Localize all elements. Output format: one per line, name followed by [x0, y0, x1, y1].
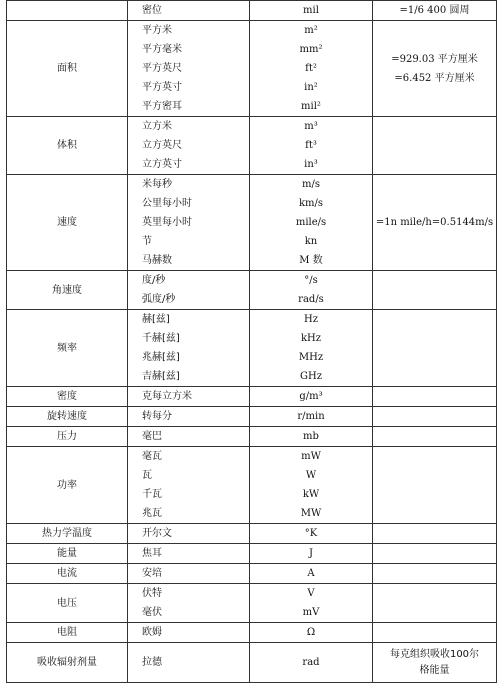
unit-name: 平方英尺	[142, 63, 182, 74]
note-cell	[373, 387, 497, 407]
unit-name: 伏特	[142, 588, 162, 599]
note-cell	[373, 1, 497, 21]
unit-name: 节	[142, 236, 152, 247]
unit-name-cell	[128, 407, 250, 427]
unit-name: 转每分	[142, 411, 172, 422]
category-cell: 体积	[7, 117, 128, 175]
unit-symbol-cell	[250, 117, 373, 175]
table-row	[7, 310, 497, 387]
unit-symbol: ft²	[305, 63, 317, 74]
table-row	[7, 544, 497, 564]
unit-symbol: W	[305, 470, 317, 481]
note-text: =929.03 平方厘米	[391, 53, 478, 65]
unit-name: 平方毫米	[142, 44, 182, 55]
units-table	[6, 0, 497, 683]
unit-symbol: m²	[304, 25, 318, 36]
unit-symbol: g/m³	[299, 391, 323, 402]
unit-name-cell	[128, 584, 250, 623]
unit-name: 立方英尺	[142, 140, 182, 151]
unit-name: 毫巴	[142, 431, 162, 442]
table-row	[7, 1, 497, 21]
unit-symbol: Hz	[304, 314, 318, 325]
unit-symbol: A	[307, 568, 315, 579]
unit-symbol: ft³	[305, 140, 317, 151]
unit-symbol: mil²	[301, 101, 321, 112]
category-cell: 电阻	[7, 623, 128, 643]
unit-name-cell	[128, 564, 250, 584]
unit-name: 英里每小时	[142, 217, 192, 228]
unit-name: 安培	[142, 568, 162, 579]
category-cell: 电流	[7, 564, 128, 584]
unit-symbol: MW	[300, 508, 322, 519]
unit-symbol: °/s	[304, 275, 318, 286]
category-cell: 压力	[7, 427, 128, 447]
unit-name: 毫伏	[142, 607, 162, 618]
unit-symbol-cell	[250, 524, 373, 544]
table-row	[7, 524, 497, 544]
unit-symbol-cell	[250, 447, 373, 524]
unit-symbol: rad/s	[298, 294, 324, 305]
unit-name-cell	[128, 643, 250, 683]
note-text: =6.452 平方厘米	[394, 72, 475, 84]
note-cell	[373, 310, 497, 387]
unit-name: 吉赫[兹]	[142, 371, 180, 382]
unit-symbol: Ω	[306, 627, 316, 638]
table-row	[7, 447, 497, 524]
category-cell: 旋转速度	[7, 407, 128, 427]
unit-symbol: kn	[304, 236, 318, 247]
note-cell	[373, 564, 497, 584]
unit-name: 瓦	[142, 470, 152, 481]
unit-name: 克每立方米	[142, 391, 192, 402]
unit-name-cell	[128, 447, 250, 524]
unit-symbol-cell	[250, 584, 373, 623]
unit-symbol: in³	[304, 159, 318, 170]
unit-name: 拉德	[142, 657, 162, 668]
category-cell: 密度	[7, 387, 128, 407]
unit-name: 马赫数	[142, 255, 172, 266]
unit-symbol: mil	[303, 5, 319, 16]
unit-symbol: m/s	[302, 179, 320, 190]
unit-symbol: MHz	[298, 352, 324, 363]
note-text: 每克组织吸收100尔格能量	[389, 648, 480, 676]
note-text: =1n mile/h=0.5144m/s	[375, 217, 494, 228]
note-cell	[373, 447, 497, 524]
unit-symbol-cell	[250, 427, 373, 447]
unit-name: 平方米	[142, 25, 172, 36]
unit-name: 千赫[兹]	[142, 333, 180, 344]
unit-symbol-cell	[250, 544, 373, 564]
unit-name: 千瓦	[142, 489, 162, 500]
unit-name: 弧度/秒	[142, 294, 176, 305]
unit-name: 度/秒	[142, 275, 166, 286]
table-row	[7, 271, 497, 310]
unit-name-cell	[128, 271, 250, 310]
table-row	[7, 584, 497, 623]
unit-name: 密位	[142, 5, 162, 16]
unit-symbol-cell	[250, 271, 373, 310]
category-cell: 热力学温度	[7, 524, 128, 544]
category-cell: 面积	[7, 21, 128, 117]
unit-name: 兆赫[兹]	[142, 352, 180, 363]
unit-name: 欧姆	[142, 627, 162, 638]
unit-name-cell	[128, 544, 250, 564]
unit-symbol: GHz	[300, 371, 322, 382]
unit-name-cell	[128, 310, 250, 387]
unit-name: 兆瓦	[142, 508, 162, 519]
unit-symbol-cell	[250, 387, 373, 407]
unit-name-cell	[128, 1, 250, 21]
unit-symbol: in²	[304, 82, 318, 93]
note-cell	[373, 271, 497, 310]
unit-symbol-cell	[250, 175, 373, 271]
unit-symbol: mV	[302, 607, 320, 618]
unit-name: 米每秒	[142, 179, 172, 190]
unit-symbol: mm²	[299, 44, 323, 55]
unit-symbol: °K	[304, 528, 318, 539]
table-row	[7, 427, 497, 447]
note-cell	[373, 544, 497, 564]
unit-symbol: kW	[302, 489, 320, 500]
unit-name: 平方密耳	[142, 101, 182, 112]
note-cell	[373, 584, 497, 623]
note-cell	[373, 524, 497, 544]
table-row	[7, 117, 497, 175]
table-row	[7, 175, 497, 271]
unit-name-cell	[128, 524, 250, 544]
unit-name: 开尔文	[142, 528, 172, 539]
category-cell: 频率	[7, 310, 128, 387]
unit-symbol-cell	[250, 407, 373, 427]
category-cell: 角速度	[7, 271, 128, 310]
category-cell: 功率	[7, 447, 128, 524]
unit-symbol: rad	[302, 657, 320, 668]
category-cell: 能量	[7, 544, 128, 564]
unit-name: 公里每小时	[142, 198, 192, 209]
note-cell	[373, 407, 497, 427]
units-table-body	[7, 1, 497, 683]
note-cell	[373, 427, 497, 447]
unit-symbol: r/min	[297, 411, 325, 422]
unit-symbol: kHz	[300, 333, 322, 344]
unit-name: 立方英寸	[142, 159, 182, 170]
table-row	[7, 643, 497, 683]
unit-name-cell	[128, 387, 250, 407]
table-row	[7, 564, 497, 584]
unit-name: 平方英寸	[142, 82, 182, 93]
note-cell	[373, 117, 497, 175]
unit-name: 立方米	[142, 121, 172, 132]
unit-symbol: mW	[301, 451, 321, 462]
unit-symbol-cell	[250, 643, 373, 683]
unit-symbol: mile/s	[295, 217, 327, 228]
unit-name: 赫[兹]	[142, 314, 170, 325]
unit-symbol: mb	[303, 431, 319, 442]
table-row	[7, 407, 497, 427]
unit-name-cell	[128, 623, 250, 643]
unit-symbol: V	[307, 588, 315, 599]
category-cell: 速度	[7, 175, 128, 271]
unit-name-cell	[128, 117, 250, 175]
note-cell	[373, 623, 497, 643]
unit-name: 焦耳	[142, 548, 162, 559]
category-cell: 吸收辐射剂量	[7, 643, 128, 683]
unit-symbol-cell	[250, 564, 373, 584]
category-cell	[7, 1, 128, 21]
category-cell: 电压	[7, 584, 128, 623]
unit-symbol-cell	[250, 623, 373, 643]
unit-symbol-cell	[250, 1, 373, 21]
note-text: =1/6 400 圆周	[399, 5, 470, 16]
table-row	[7, 387, 497, 407]
note-cell	[373, 175, 497, 271]
unit-symbol: km/s	[298, 198, 324, 209]
unit-symbol: J	[308, 548, 313, 559]
unit-symbol-cell	[250, 310, 373, 387]
unit-name-cell	[128, 175, 250, 271]
unit-symbol: m³	[304, 121, 318, 132]
unit-name: 毫瓦	[142, 451, 162, 462]
unit-name-cell	[128, 427, 250, 447]
table-row	[7, 623, 497, 643]
note-cell	[373, 21, 497, 117]
note-cell	[373, 643, 497, 683]
unit-symbol-cell	[250, 21, 373, 117]
unit-symbol: M 数	[299, 255, 323, 266]
unit-name-cell	[128, 21, 250, 117]
table-row	[7, 21, 497, 117]
